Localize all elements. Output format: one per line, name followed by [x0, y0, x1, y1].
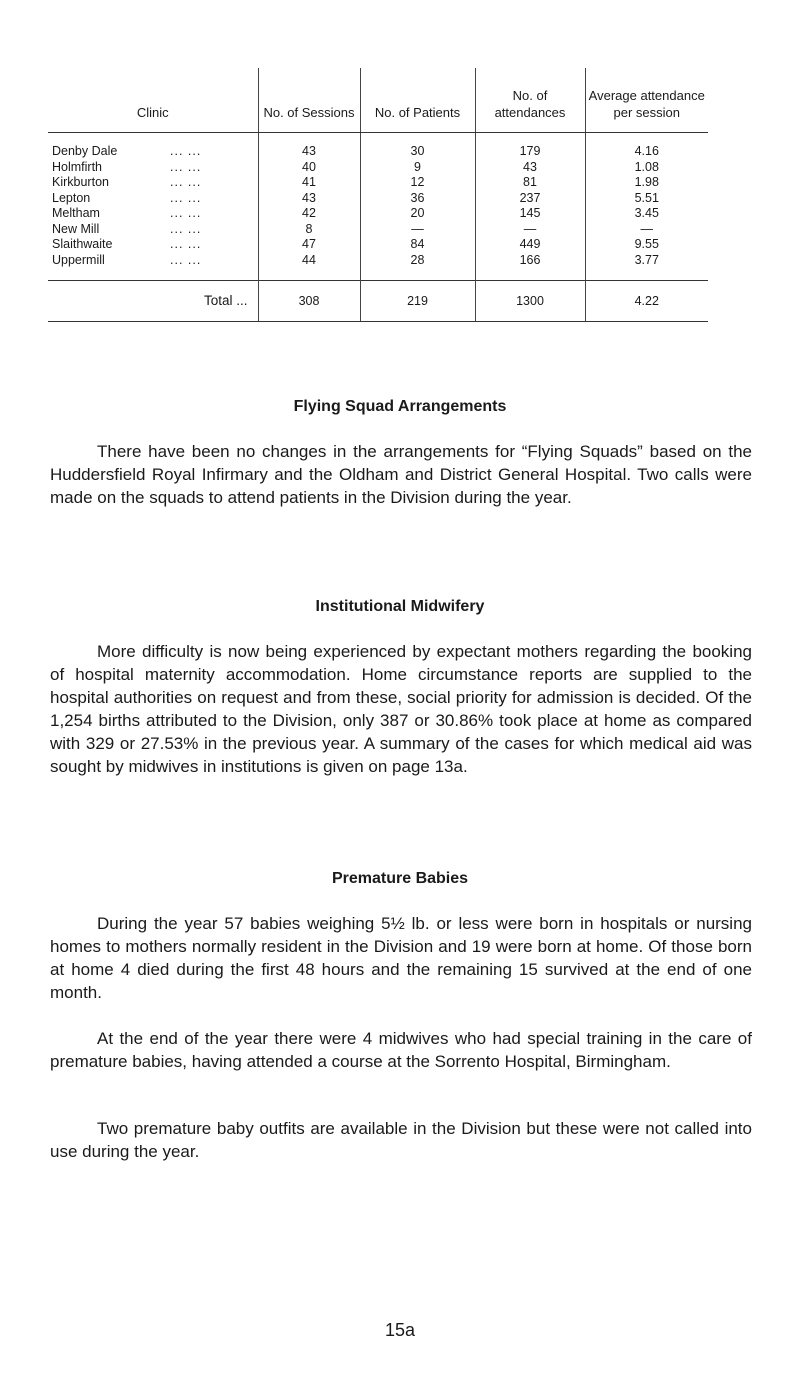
premature-babies-paragraph-1: During the year 57 babies weighing 5½ lb. or less were born in hospitals or nursing homes to mothers normally resident in the Division and 19 were born at home. Of those born at home 4 died during the first 48 hours and the remaining 15 survived at the end of one month. — [50, 914, 752, 1002]
cell-patients: 36 — [360, 191, 475, 207]
cell-patients: — — [360, 222, 475, 238]
cell-patients: 28 — [360, 253, 475, 269]
cell-sessions: 43 — [258, 133, 360, 160]
table-row — [48, 253, 708, 269]
premature-babies-paragraph-3: Two premature baby outfits are available in the Division but these were not called into use during the year. — [50, 1119, 752, 1161]
total-label: Total ... — [48, 281, 258, 322]
clinic-attendance-table — [48, 68, 708, 322]
table-total-row — [48, 281, 708, 322]
table-row — [48, 191, 708, 207]
header-average: Average attendance per session — [585, 68, 708, 133]
table-row — [48, 133, 708, 160]
cell-clinic: Denby Dale ... ... — [52, 144, 202, 158]
leader-dots: ... ... — [170, 144, 202, 158]
cell-average: — — [585, 222, 708, 238]
cell-attendances: 145 — [475, 206, 585, 222]
cell-attendances: 166 — [475, 253, 585, 269]
cell-clinic: Kirkburton ... ... — [52, 175, 202, 189]
cell-patients: 20 — [360, 206, 475, 222]
cell-attendances: 43 — [475, 160, 585, 176]
cell-average: 1.08 — [585, 160, 708, 176]
cell-average: 4.16 — [585, 133, 708, 160]
cell-sessions: 47 — [258, 237, 360, 253]
header-attendances: No. of attendances — [475, 68, 585, 133]
cell-patients: 84 — [360, 237, 475, 253]
cell-clinic: Lepton ... ... — [52, 190, 202, 205]
leader-dots: ... ... — [170, 159, 202, 174]
cell-patients: 9 — [360, 160, 475, 176]
total-attendances: 1300 — [475, 281, 585, 322]
cell-sessions: 42 — [258, 206, 360, 222]
total-average: 4.22 — [585, 281, 708, 322]
cell-clinic: Holmfirth ... ... — [52, 159, 202, 174]
cell-clinic: New Mill ... ... — [52, 221, 202, 236]
cell-attendances: 237 — [475, 191, 585, 207]
table-row — [48, 237, 708, 253]
leader-dots: ... ... — [170, 175, 202, 189]
header-sessions: No. of Sessions — [258, 68, 360, 133]
flying-squad-heading: Flying Squad Arrangements — [293, 398, 507, 415]
cell-average: 5.51 — [585, 191, 708, 207]
cell-clinic: Slaithwaite ... ... — [52, 237, 202, 251]
cell-sessions: 44 — [258, 253, 360, 269]
institutional-midwifery-paragraph: More difficulty is now being experienced by expectant mothers regarding the booking of hospital maternity accommodation. Home circumstance reports are supplied to the hospital authorities on request and from these, social priority for admission is decided. Of the 1,254 births attributed to the Division, only 387 or 30.86% took place at home as compared with 329 or 27.53% in the previous year. A summary of the cases for which medical aid was sought by midwives in institutions is given on page 13a. — [50, 642, 752, 776]
leader-dots: ... ... — [170, 206, 202, 220]
table-row — [48, 160, 708, 176]
flying-squad-paragraph: There have been no changes in the arrangements for “Flying Squads” based on the Huddersfield Royal Infirmary and the Oldham and District General Hospital. Two calls were made on the squads to attend patients in the Division during the year. — [50, 442, 752, 507]
table-row — [48, 206, 708, 222]
institutional-midwifery-heading: Institutional Midwifery — [315, 598, 485, 615]
cell-clinic: Meltham ... ... — [52, 206, 202, 220]
total-sessions: 308 — [258, 281, 360, 322]
premature-babies-heading: Premature Babies — [331, 870, 469, 887]
cell-attendances: — — [475, 222, 585, 238]
cell-average: 3.77 — [585, 253, 708, 269]
cell-sessions: 8 — [258, 222, 360, 238]
leader-dots: ... ... — [170, 237, 202, 251]
cell-average: 9.55 — [585, 237, 708, 253]
cell-patients: 30 — [360, 133, 475, 160]
table-row — [48, 175, 708, 191]
table-spacer-row — [48, 268, 708, 281]
leader-dots: ... ... — [170, 221, 202, 236]
cell-sessions: 40 — [258, 160, 360, 176]
cell-attendances: 179 — [475, 133, 585, 160]
leader-dots: ... ... — [170, 252, 202, 267]
header-patients: No. of Patients — [360, 68, 475, 133]
cell-average: 3.45 — [585, 206, 708, 222]
cell-sessions: 43 — [258, 191, 360, 207]
cell-patients: 12 — [360, 175, 475, 191]
leader-dots: ... ... — [170, 190, 202, 205]
cell-attendances: 81 — [475, 175, 585, 191]
premature-babies-paragraph-2: At the end of the year there were 4 midwives who had special training in the care of premature babies, having attended a course at the Sorrento Hospital, Birmingham. — [50, 1029, 752, 1071]
total-patients: 219 — [360, 281, 475, 322]
cell-average: 1.98 — [585, 175, 708, 191]
table-header-row — [48, 68, 708, 133]
cell-sessions: 41 — [258, 175, 360, 191]
header-clinic: Clinic — [48, 68, 258, 133]
cell-attendances: 449 — [475, 237, 585, 253]
table-row — [48, 222, 708, 238]
cell-clinic: Uppermill ... ... — [52, 252, 202, 267]
page-number: 15a — [384, 1320, 416, 1340]
